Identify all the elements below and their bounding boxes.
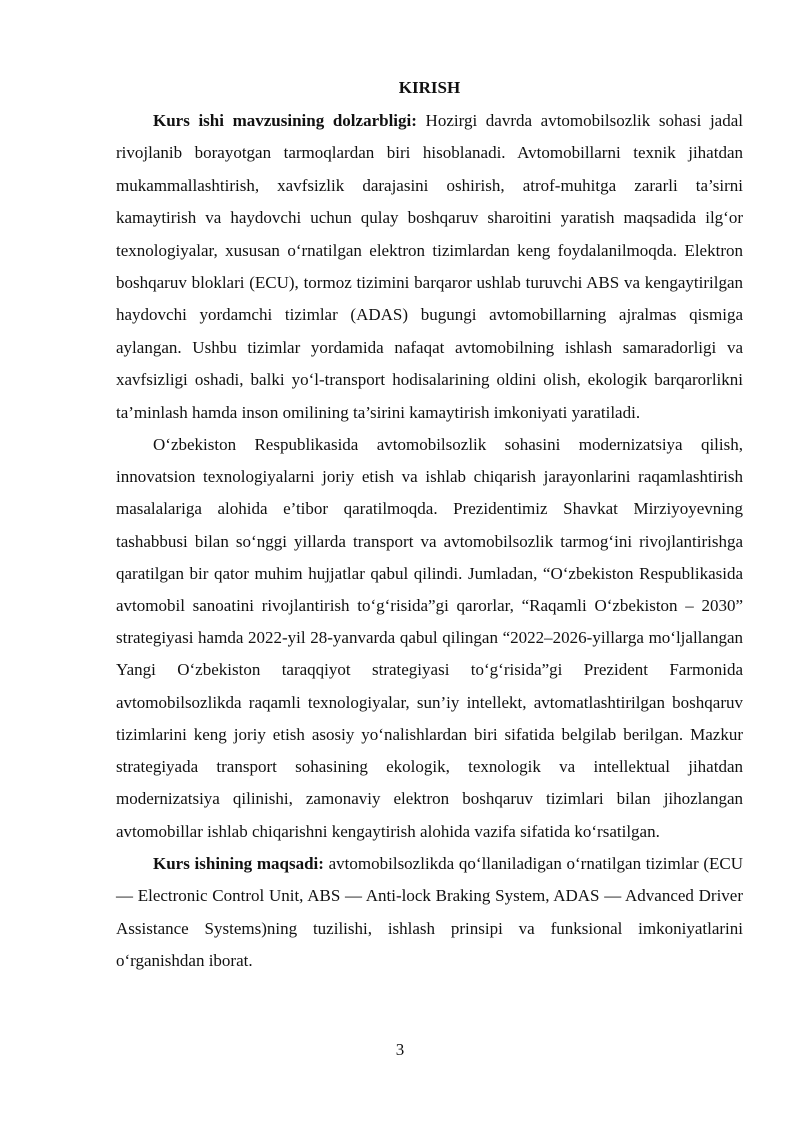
paragraph-goal (116, 848, 743, 978)
section-title: KIRISH (398, 78, 461, 97)
page-number: 3 (395, 1040, 405, 1059)
paragraph-lead-relevance: Kurs ishi mavzusining dolzarbligi: (153, 111, 417, 130)
paragraph-uzbekistan-strategy (116, 429, 743, 848)
document-page (116, 74, 743, 977)
paragraph-text-relevance: Hozirgi davrda avtomobilsozlik sohasi jadal rivojlanib borayotgan tarmoqlardan biri hisoblanadi. Avtomobillarni texnik jihatdan mukammallashtirish, xavfsizlik darajasini oshirish, atrof-muhitga zararli ta’sirni kamaytirish va haydovchi uchun qulay boshqaruv sharoitini yaratish maqsadida ilg‘or texnologiyalar, xususan o‘rnatilgan elektron tizimlardan keng foydalanilmoqda. Elektron boshqaruv bloklari (ECU), tormoz tizimini barqaror ushlab turuvchi ABS va kengaytirilgan haydovchi yordamchi tizimlar (ADAS) bugungi avtomobillarning ajralmas qismiga aylangan. Ushbu tizimlar yordamida nafaqat avtomobilning ishlash samaradorligi va xavfsizligi oshadi, balki yo‘l-transport hodisalarining oldini olish, ekologik barqarorlikni ta’minlash hamda inson omilining ta’sirini kamaytirish imkoniyati yaratiladi. (116, 111, 743, 422)
paragraph-lead-goal: Kurs ishining maqsadi: (153, 853, 324, 873)
paragraph-text-strategy: O‘zbekiston Respublikasida avtomobilsozlik sohasini modernizatsiya qilish, innovatsion texnologiyalarni joriy etish va ishlab chiqarish jarayonlarini raqamlashtirish masalalariga alohida e’tibor qaratilmoqda. Prezidentimiz Shavkat Mirziyoyevning tashabbusi bilan so‘nggi yillarda transport va avtomobilsozlik tarmog‘ini rivojlantirishga qaratilgan bir qator muhim hujjatlar qabul qilindi. Jumladan, “O‘zbekiston Respublikasida avtomobil sanoatini rivojlantirish to‘g‘risida”gi qarorlar, “Raqamli O‘zbekiston – 2030” strategiyasi hamda 2022-yil 28-yanvarda qabul qilingan “2022–2026-yillarga mo‘ljallangan Yangi O‘zbekiston taraqqiyot strategiyasi to‘g‘risida”gi Prezident Farmonida avtomobilsozlikda raqamli texnologiyalar, sun’iy intellekt, avtomatlashtirilgan boshqaruv tizimlarini keng joriy etish asosiy yo‘nalishlardan biri sifatida belgilab berilgan. Mazkur strategiyada transport sohasining ekologik, texnologik va intellektual jihatdan modernizatsiya qilinishi, zamonaviy elektron boshqaruv tizimlari bilan jihozlangan avtomobillar ishlab chiqarishni kengaytirish alohida vazifa sifatida ko‘rsatilgan. (116, 435, 743, 841)
paragraph-text-goal: avtomobilsozlikda qo‘llaniladigan o‘rnatilgan tizimlar (ECU — Electronic Control Unit, ABS — Anti-lock Braking System, ADAS — Advanced Driver Assistance Systems)ning tuzilishi, ishlash prinsipi va funksional imkoniyatlarini o‘rganishdan iborat. (116, 853, 743, 970)
paragraph-relevance (116, 105, 743, 429)
